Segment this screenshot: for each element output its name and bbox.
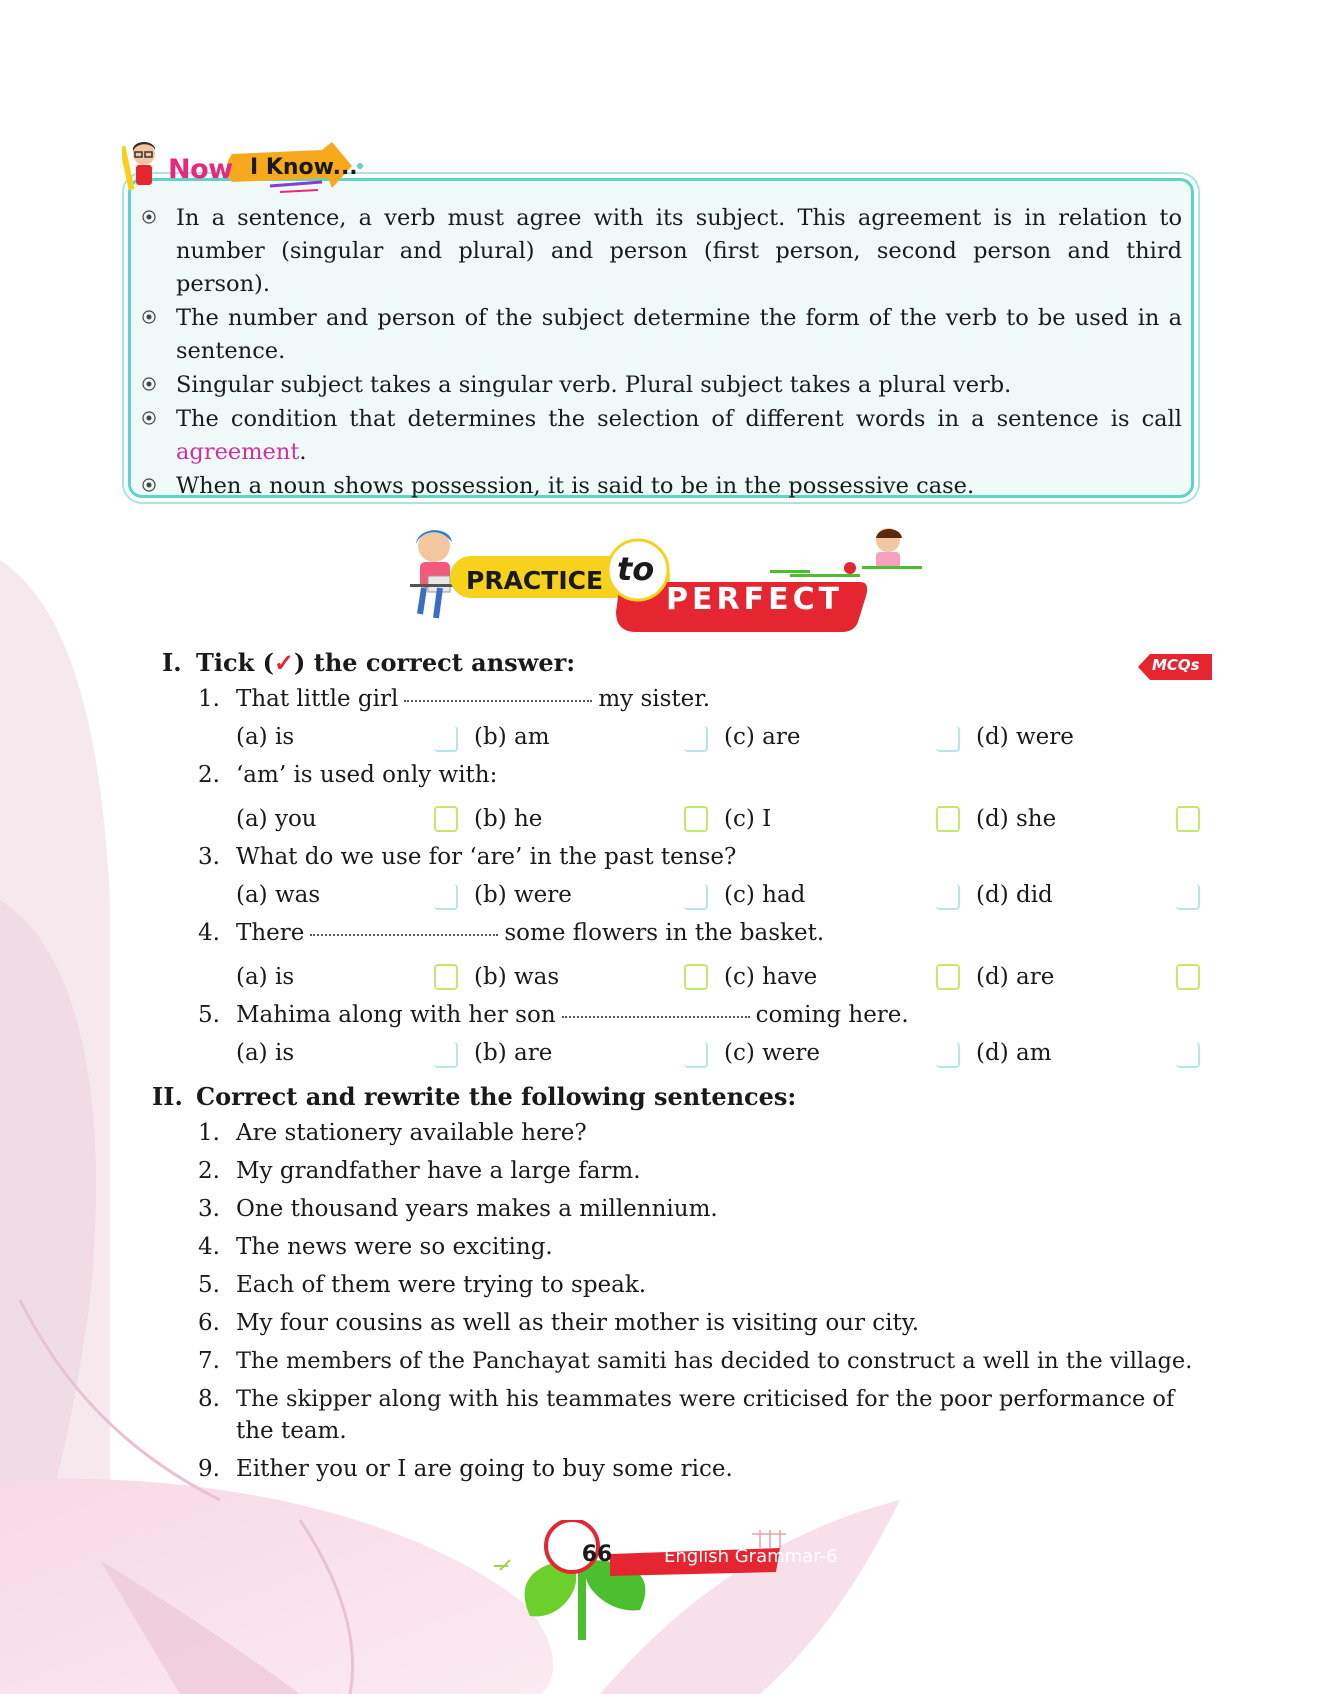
question-pre: There	[236, 920, 305, 946]
banner-perfect-text: PERFECT	[666, 582, 844, 617]
point-text: The condition that determines the selection of different words in a sentence is call	[176, 406, 1182, 432]
answer-checkbox[interactable]	[1176, 1042, 1200, 1068]
section2-roman: II.	[152, 1082, 183, 1111]
answer-checkbox[interactable]	[684, 726, 708, 752]
answer-checkbox[interactable]	[434, 806, 458, 832]
point-text: In a sentence, a verb must agree with its subject. This agreement is in relation to number (singular and plural) and person (first person, second person and third person).	[176, 205, 1182, 297]
option-b: (b) he	[474, 806, 543, 832]
item-text: Are stationery available here?	[236, 1120, 587, 1146]
blank-line	[310, 934, 498, 936]
answer-checkbox[interactable]	[1176, 884, 1200, 910]
list-item	[142, 369, 1182, 402]
question-pre: Mahima along with her son	[236, 1002, 556, 1028]
question-number: 3.	[198, 844, 220, 870]
question-text	[236, 686, 710, 712]
item-number: 3.	[198, 1196, 220, 1222]
answer-checkbox[interactable]	[936, 1042, 960, 1068]
option-a: (a) is	[236, 1040, 295, 1066]
question-post: my sister.	[598, 686, 711, 712]
item-text: Each of them were trying to speak.	[236, 1272, 647, 1298]
option-d: (d) were	[976, 724, 1074, 750]
question-text	[236, 1002, 909, 1028]
section2-heading: Correct and rewrite the following sentences:	[196, 1082, 797, 1111]
list-item	[142, 202, 1182, 301]
bullet-icon	[142, 377, 156, 391]
item-text: My four cousins as well as their mother is visiting our city.	[236, 1310, 920, 1336]
item-text: Either you or I are going to buy some rice.	[236, 1456, 733, 1482]
option-a: (a) is	[236, 724, 295, 750]
now-i-know-list	[142, 202, 1182, 504]
answer-checkbox[interactable]	[936, 964, 960, 990]
bullet-icon	[142, 411, 156, 425]
point-text: Singular subject takes a singular verb. Plural subject takes a plural verb.	[176, 372, 1012, 398]
highlight-tail: .	[299, 439, 307, 465]
item-number: 8.	[198, 1386, 220, 1412]
option-d: (d) she	[976, 806, 1057, 832]
option-a: (a) you	[236, 806, 317, 832]
mcq-badge-text: MCQs	[1152, 656, 1200, 674]
question-post: some flowers in the basket.	[504, 920, 825, 946]
answer-checkbox[interactable]	[684, 806, 708, 832]
heading-pre: Tick (	[196, 648, 274, 677]
item-number: 2.	[198, 1158, 220, 1184]
now-i-know-title-now: Now	[168, 154, 233, 185]
answer-checkbox[interactable]	[434, 964, 458, 990]
now-i-know-title-know: I Know...	[250, 155, 358, 180]
option-a: (a) is	[236, 964, 295, 990]
item-number: 9.	[198, 1456, 220, 1482]
option-b: (b) am	[474, 724, 550, 750]
section1-heading	[196, 648, 575, 677]
page-number: 66	[581, 1542, 613, 1567]
highlight-word: agreement	[176, 439, 300, 465]
answer-checkbox[interactable]	[434, 1042, 458, 1068]
option-c: (c) had	[724, 882, 806, 908]
answer-checkbox[interactable]	[684, 964, 708, 990]
blank-line	[562, 1016, 750, 1018]
option-b: (b) are	[474, 1040, 553, 1066]
question-pre: That little girl	[236, 686, 399, 712]
answer-checkbox[interactable]	[936, 884, 960, 910]
blank-line	[404, 700, 592, 702]
question-text	[236, 920, 824, 946]
question-number: 1.	[198, 686, 220, 712]
list-item	[142, 470, 1182, 503]
bullet-icon	[142, 478, 156, 492]
question-number: 2.	[198, 762, 220, 788]
point-text: The number and person of the subject determine the form of the verb to be used in a sentence.	[176, 305, 1182, 364]
answer-checkbox[interactable]	[434, 884, 458, 910]
option-d: (d) are	[976, 964, 1055, 990]
book-title: English Grammar-6	[664, 1546, 838, 1567]
point-text: When a noun shows possession, it is said to be in the possessive case.	[176, 473, 975, 499]
answer-checkbox[interactable]	[684, 1042, 708, 1068]
item-number: 4.	[198, 1234, 220, 1260]
item-text: One thousand years makes a millennium.	[236, 1196, 718, 1222]
option-c: (c) were	[724, 1040, 821, 1066]
section1-roman: I.	[162, 648, 182, 677]
option-a: (a) was	[236, 882, 321, 908]
answer-checkbox[interactable]	[936, 806, 960, 832]
option-c: (c) are	[724, 724, 801, 750]
answer-checkbox[interactable]	[684, 884, 708, 910]
item-text: The skipper along with his teammates were criticised for the poor performance of	[236, 1386, 1175, 1412]
option-d: (d) am	[976, 1040, 1052, 1066]
bullet-icon	[142, 210, 156, 224]
answer-checkbox[interactable]	[1176, 806, 1200, 832]
list-item	[142, 403, 1182, 469]
banner-to-text: to	[617, 550, 655, 588]
answer-checkbox[interactable]	[434, 726, 458, 752]
option-d: (d) did	[976, 882, 1053, 908]
answer-checkbox[interactable]	[1176, 964, 1200, 990]
bullet-icon	[142, 310, 156, 324]
item-number: 5.	[198, 1272, 220, 1298]
heading-post: ) the correct answer:	[294, 648, 576, 677]
banner-practice-text: PRACTICE	[466, 566, 604, 595]
option-c: (c) have	[724, 964, 818, 990]
question-text: What do we use for ‘are’ in the past tense?	[236, 844, 737, 870]
answer-checkbox[interactable]	[936, 726, 960, 752]
list-item	[142, 302, 1182, 368]
tick-icon: ✓	[273, 648, 295, 677]
item-number: 1.	[198, 1120, 220, 1146]
item-number: 7.	[198, 1348, 220, 1374]
item-text: My grandfather have a large farm.	[236, 1158, 641, 1184]
item-text-continued: the team.	[236, 1418, 347, 1444]
question-post: coming here.	[755, 1002, 909, 1028]
option-c: (c) I	[724, 806, 772, 832]
footer-graphic	[490, 1520, 850, 1640]
option-b: (b) were	[474, 882, 572, 908]
question-text: ‘am’ is used only with:	[236, 762, 498, 788]
item-text: The members of the Panchayat samiti has decided to construct a well in the village.	[236, 1348, 1193, 1374]
question-number: 5.	[198, 1002, 220, 1028]
option-b: (b) was	[474, 964, 560, 990]
item-text: The news were so exciting.	[236, 1234, 553, 1260]
question-number: 4.	[198, 920, 220, 946]
item-number: 6.	[198, 1310, 220, 1336]
